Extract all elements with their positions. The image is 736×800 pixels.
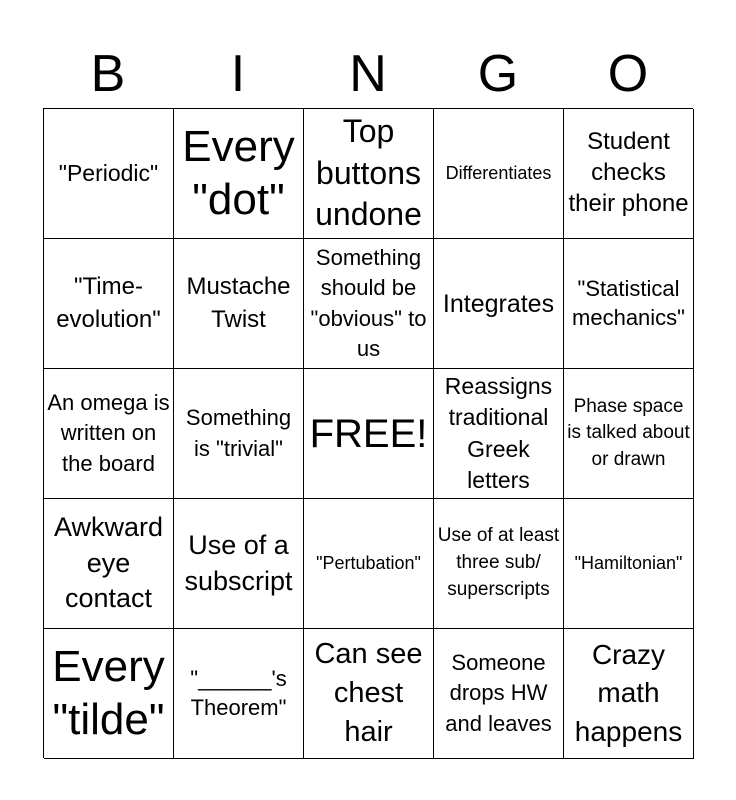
bingo-cell[interactable]	[434, 109, 564, 239]
bingo-cell[interactable]	[174, 499, 304, 629]
bingo-cell[interactable]	[174, 369, 304, 499]
cell-text: Can see chest hair	[314, 637, 423, 749]
header-letter-n: N	[349, 45, 387, 103]
cell-text: Something should be "obvious" to us	[310, 245, 427, 361]
cell-text: Someone drops HW and leaves	[445, 649, 552, 736]
header-letter-i: I	[230, 45, 246, 103]
cell-text: "Time-evolution"	[56, 273, 161, 333]
bingo-cell[interactable]	[174, 629, 304, 759]
cell-text: Every "dot"	[182, 121, 295, 224]
bingo-cell[interactable]	[44, 499, 174, 629]
bingo-board	[43, 108, 693, 758]
bingo-cell[interactable]	[434, 239, 564, 369]
cell-text: An omega is written on the board	[47, 390, 170, 476]
cell-text: Top buttons undone	[315, 113, 422, 233]
cell-text: "Pertubation"	[316, 552, 421, 573]
bingo-cell[interactable]	[564, 499, 694, 629]
bingo-cell[interactable]	[174, 109, 304, 239]
cell-text: Reassigns traditional Greek letters	[444, 372, 553, 493]
bingo-cell[interactable]	[434, 629, 564, 759]
bingo-cell[interactable]	[44, 109, 174, 239]
bingo-cell[interactable]	[174, 239, 304, 369]
cell-text: Use of a subscript	[184, 529, 293, 596]
bingo-cell[interactable]	[304, 369, 434, 499]
cell-text: Awkward eye contact	[53, 511, 164, 614]
bingo-cell[interactable]	[304, 499, 434, 629]
cell-text: Use of at least three sub/ superscripts	[437, 525, 560, 600]
bingo-cell[interactable]	[44, 239, 174, 369]
cell-text: "______'s Theorem"	[190, 665, 287, 720]
cell-text: Phase space is talked about or drawn	[567, 396, 690, 470]
bingo-header	[43, 44, 693, 104]
bingo-cell[interactable]	[564, 629, 694, 759]
header-letter-o: O	[607, 45, 649, 103]
cell-text: Mustache Twist	[186, 273, 291, 333]
bingo-cell[interactable]	[434, 369, 564, 499]
bingo-cell[interactable]	[564, 369, 694, 499]
cell-text: Student checks their phone	[568, 128, 689, 217]
cell-text: "Hamiltonian"	[574, 552, 683, 573]
cell-text: Every "tilde"	[52, 641, 165, 744]
cell-text: FREE!	[309, 411, 428, 456]
cell-text: "Periodic"	[58, 160, 159, 187]
header-letter-g: G	[477, 45, 519, 103]
bingo-cell[interactable]	[304, 629, 434, 759]
header-letter-b: B	[90, 45, 126, 103]
cell-text: "Statistical mechanics"	[572, 276, 685, 330]
bingo-cell[interactable]	[44, 369, 174, 499]
bingo-cell[interactable]	[304, 239, 434, 369]
bingo-cell[interactable]	[304, 109, 434, 239]
bingo-cell[interactable]	[434, 499, 564, 629]
bingo-cell[interactable]	[564, 239, 694, 369]
bingo-cell[interactable]	[44, 629, 174, 759]
cell-text: Crazy math happens	[574, 639, 683, 747]
cell-text: Integrates	[442, 289, 555, 318]
cell-text: Something is "trivial"	[185, 404, 292, 461]
cell-text: Differentiates	[445, 162, 552, 183]
bingo-cell[interactable]	[564, 109, 694, 239]
